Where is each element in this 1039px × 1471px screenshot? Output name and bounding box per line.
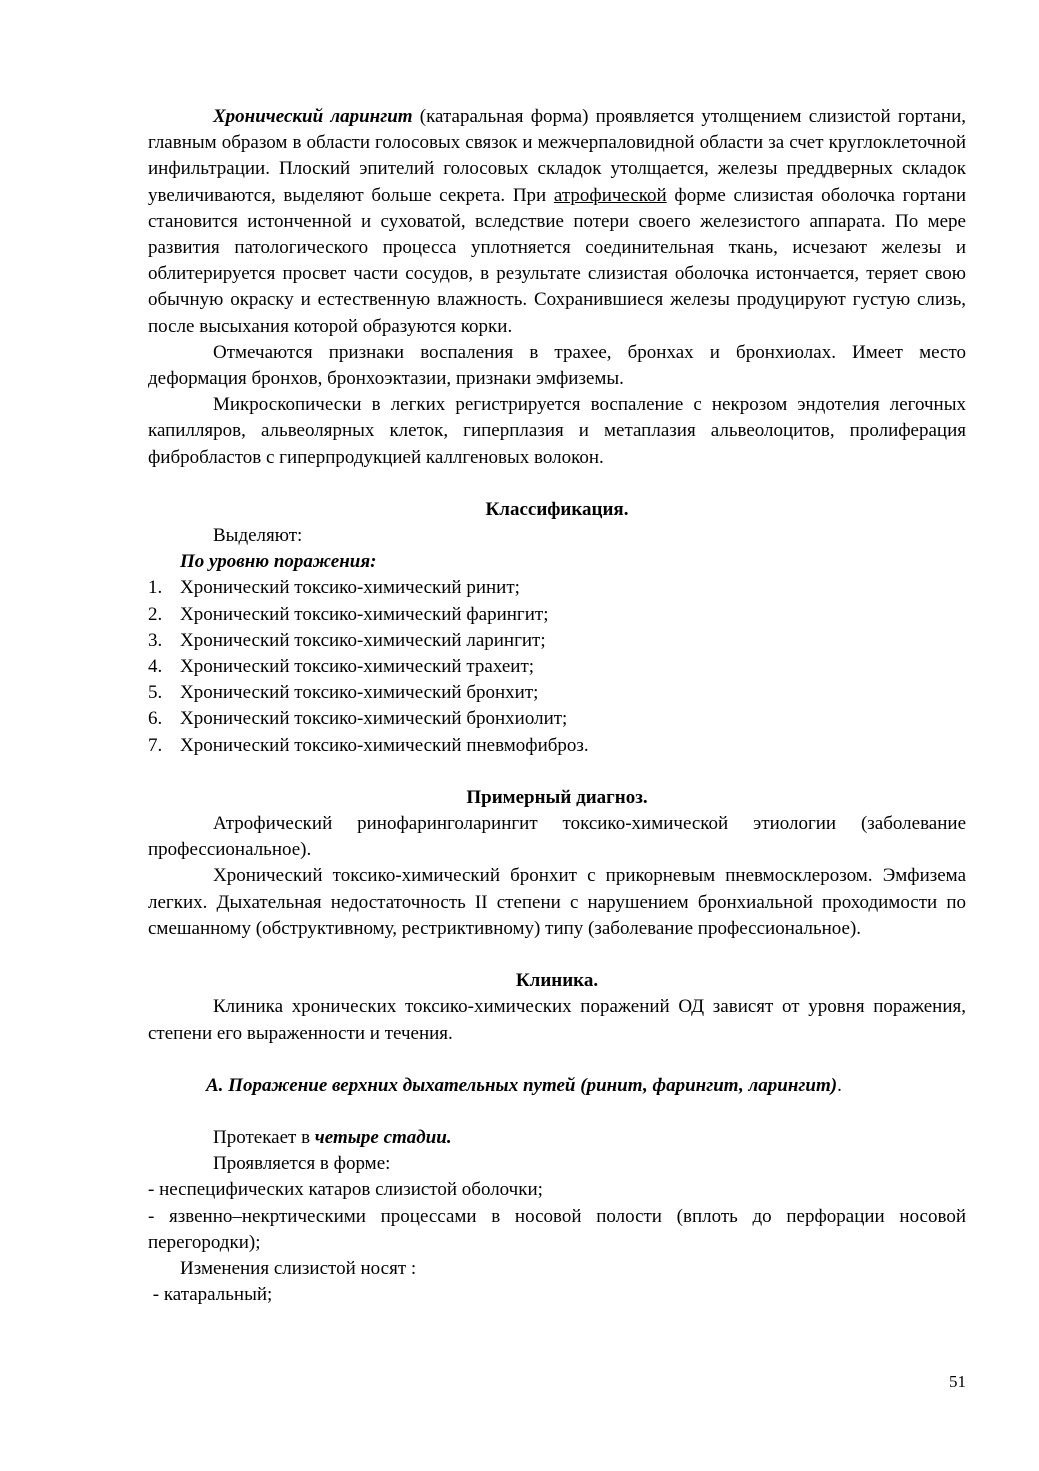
list-item-text: Хронический токсико-химический бронхит; [180,682,539,704]
list-item-text: Хронический токсико-химический ринит; [180,577,520,599]
diagnosis-example-1: Атрофический ринофаринголарингит токсико-химической этиологии (заболевание профессиональное). [148,813,966,861]
stages-emphasis: четыре стадии. [314,1126,452,1148]
list-item-number: 2. [148,603,163,625]
heading-clinic: Клиника. [515,970,599,992]
list-item-number: 1. [148,577,163,599]
section-a-changes-intro: Изменения слизистой носят : [180,1257,417,1279]
paragraph-laryngitis [148,104,966,340]
diagnosis-example-2: Хронический токсико-химический бронхит с прикорневым пневмосклерозом. Эмфизема легких. Дыхательная недостаточность II степени с нарушением бронхиальной проходимости по смешанному (обструктивному, рестриктивному) типу (заболевание профессиональное). [148,865,966,939]
section-a-change-1: - катаральный; [148,1284,273,1306]
spacer [148,1047,966,1073]
heading-section-a [148,1073,966,1099]
list-item-text: Хронический токсико-химический ларингит; [180,629,546,651]
classification-intro: Выделяют: [213,525,303,547]
spacer [148,942,966,968]
spacer [148,1099,966,1125]
list-item [148,706,966,732]
classification-subtitle: По уровню поражения: [180,551,377,573]
document-body [148,104,966,1308]
clinic-text: Клиника хронических токсико-химических поражений ОД зависят от уровня поражения, степени его выраженности и течения. [148,996,966,1044]
spacer [148,759,966,785]
paragraph-inflammation: Отмечаются признаки воспаления в трахее, бронхах и бронхиолах. Имеет место деформация бронхов, бронхоэктазии, признаки эмфиземы. [148,341,966,390]
list-item [148,602,966,628]
heading-diagnosis: Примерный диагноз. [466,786,648,808]
list-item-text: Хронический токсико-химический бронхиолит; [180,708,568,730]
link-atrophic[interactable]: атрофической [553,184,667,206]
list-item [148,733,966,759]
section-a-title: А. Поражение верхних дыхательных путей (ринит, фарингит, ларингит) [206,1074,838,1096]
list-item-number: 5. [148,682,163,704]
heading-classification: Классификация. [485,498,629,520]
list-item [148,628,966,654]
laryngitis-text-part2: форме слизистая оболочка гортани становится истонченной и суховатой, вследствие потери своего железистого аппарата. По мере развития патологического процесса уплотняется соединительная ткань, исчезают железы и облитерируется просвет части сосудов, в результате слизистая оболочка истончается, теряет свою обычную окраску и естественную влажность. Сохранившиеся железы продуцируют густую слизь, после высыхания которой образуются корки. [148,184,966,337]
spacer [148,471,966,497]
list-item [148,680,966,706]
section-a-form-2: - язвенно–некртическими процессами в носовой полости (вплоть до перфорации носовой перегородки); [148,1205,966,1253]
list-item-text: Хронический токсико-химический пневмофиброз. [180,734,589,756]
section-a-stages [148,1125,966,1151]
list-item-text: Хронический токсико-химический трахеит; [180,656,535,678]
section-a-forms-intro: Проявляется в форме: [213,1153,391,1175]
stages-prefix: Протекает в [213,1126,315,1148]
list-item [148,654,966,680]
list-item-number: 3. [148,629,163,651]
list-item [148,575,966,601]
paragraph-microscopy: Микроскопически в легких регистрируется воспаление с некрозом эндотелия легочных капилляров, альвеолярных клеток, гиперплазия и метаплазия альвеолоцитов, пролиферация фибробластов с гиперпродукцией каллгеновых волокон. [148,394,966,468]
laryngitis-text-part1: (катаральная форма) проявляется утолщением слизистой гортани, главным образом в области голосовых связок и межчерпаловидной области за счет круглоклеточной инфильтрации. Плоский эпителий голосовых складок утолщается, железы преддверных складок увеличиваются, выделяют больше секрета. При [148,106,966,206]
page-number: 51 [949,1372,966,1391]
term-chronic-laryngitis: Хронический ларингит [213,106,413,127]
list-item-text: Хронический токсико-химический фарингит; [180,603,549,625]
section-a-form-1: - неспецифических катаров слизистой оболочки; [148,1179,543,1201]
list-item-number: 7. [148,734,163,756]
list-item-number: 4. [148,656,163,678]
section-a-trailing: . [837,1074,842,1096]
classification-list [148,575,966,758]
list-item-number: 6. [148,708,163,730]
